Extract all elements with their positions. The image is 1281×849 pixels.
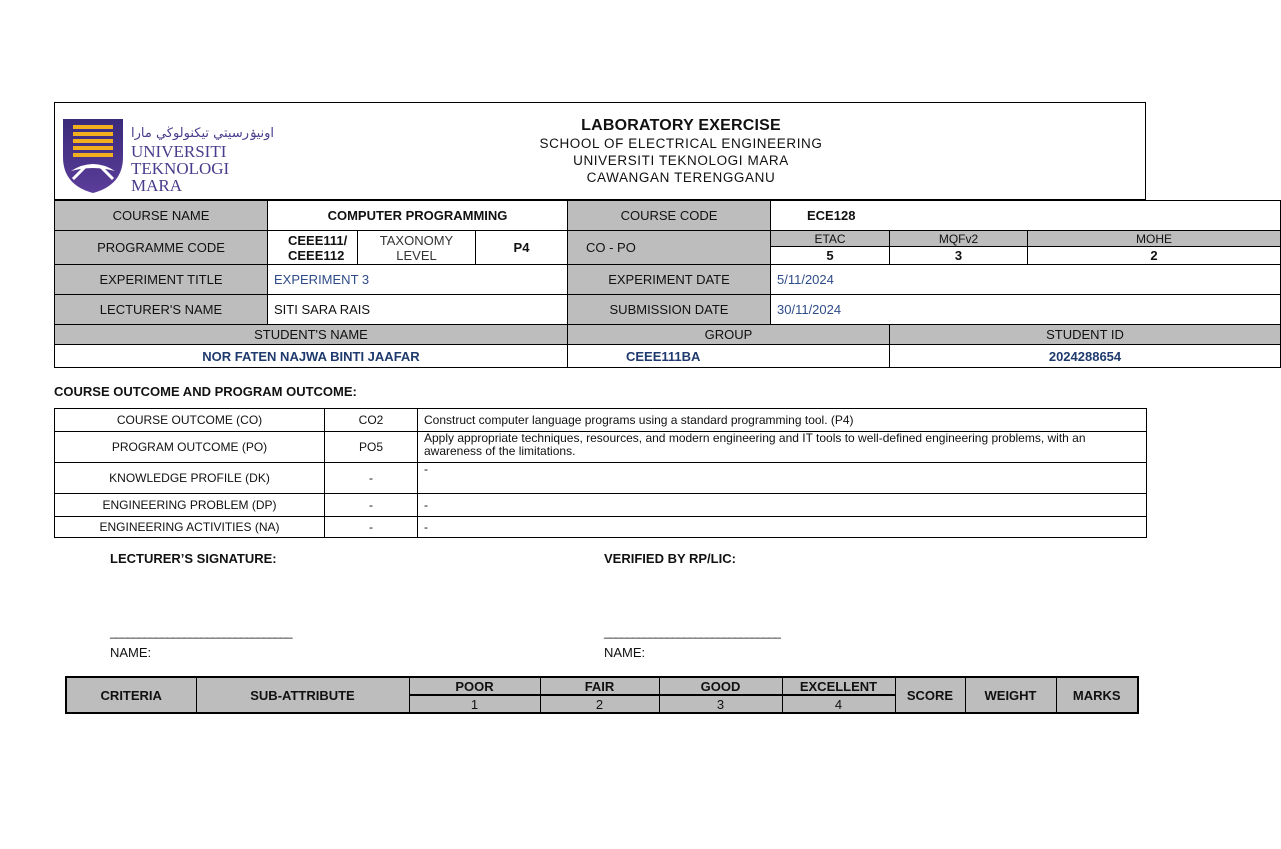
document-title: LABORATORY EXERCISE (581, 117, 781, 134)
svg-text:TEKNOLOGI: TEKNOLOGI (131, 159, 230, 178)
lecturer-name-value: SITI SARA RAIS (268, 295, 568, 325)
lecturer-name-field: NAME: (110, 645, 152, 660)
fair-score: 2 (540, 695, 659, 713)
student-name-value: NOR FATEN NAJWA BINTI JAAFAR (55, 345, 568, 368)
group-value: CEEE111BA (568, 345, 890, 368)
course-code-value: ECE128 (771, 201, 1281, 231)
table-row (66, 677, 1138, 695)
excellent-score: 4 (782, 695, 895, 713)
table-row (55, 494, 1147, 517)
good-header: GOOD (659, 677, 782, 695)
score-header: SCORE (895, 677, 965, 713)
svg-text:MARA: MARA (131, 176, 183, 195)
excellent-header: EXCELLENT (782, 677, 895, 695)
svg-text:اونيۏرسيتي تيكنولوڬي مارا: اونيۏرسيتي تيكنولوڬي مارا (131, 126, 275, 141)
experiment-date-label: EXPERIMENT DATE (568, 265, 771, 295)
outcome-code: CO2 (325, 409, 418, 432)
outcome-code: - (325, 494, 418, 517)
lecturer-name-label: LECTURER'S NAME (55, 295, 268, 325)
table-row (55, 463, 1147, 494)
course-name-label: COURSE NAME (55, 201, 268, 231)
good-score: 3 (659, 695, 782, 713)
verifier-name-field: NAME: (604, 645, 646, 660)
outcome-description: - (418, 517, 1147, 538)
weight-header: WEIGHT (965, 677, 1056, 713)
outcome-description: Apply appropriate techniques, resources, and modern engineering and IT tools to well-defined engineering problems, with an awareness of the limitations. (418, 432, 1147, 463)
marks-header: MARKS (1056, 677, 1138, 713)
school-name: SCHOOL OF ELECTRICAL ENGINEERING (539, 136, 823, 151)
outcome-heading: COURSE OUTCOME AND PROGRAM OUTCOME: (54, 384, 357, 399)
table-row (55, 231, 1281, 247)
group-label: GROUP (568, 325, 890, 345)
poor-score: 1 (409, 695, 540, 713)
taxonomy-value: P4 (476, 231, 568, 265)
programme-code-label: PROGRAMME CODE (55, 231, 268, 265)
lecturer-signature-label: LECTURER’S SIGNATURE: (110, 551, 277, 566)
criteria-header: CRITERIA (66, 677, 196, 713)
outcome-label: ENGINEERING PROBLEM (DP) (55, 494, 325, 517)
etac-label: ETAC (771, 231, 890, 247)
table-row (55, 295, 1281, 325)
verified-by-label: VERIFIED BY RP/LIC: (604, 551, 736, 566)
document-header (54, 102, 1146, 200)
sub-attribute-header: SUB-ATTRIBUTE (196, 677, 409, 713)
svg-text:UNIVERSITI: UNIVERSITI (131, 142, 227, 161)
programme-code-value: CEEE111/ CEEE112 (268, 231, 358, 265)
outcome-description: Construct computer language programs using a standard programming tool. (P4) (418, 409, 1147, 432)
mohe-label: MOHE (1028, 231, 1281, 247)
poor-header: POOR (409, 677, 540, 695)
experiment-title-value: EXPERIMENT 3 (268, 265, 568, 295)
fair-header: FAIR (540, 677, 659, 695)
outcome-table (54, 408, 1147, 538)
experiment-date-value: 5/11/2024 (771, 265, 1281, 295)
outcome-label: COURSE OUTCOME (CO) (55, 409, 325, 432)
lecturer-signature-line: ________________________________ (110, 625, 292, 639)
experiment-title-label: EXPERIMENT TITLE (55, 265, 268, 295)
header-titles (55, 117, 1147, 186)
mohe-value: 2 (1028, 247, 1281, 265)
outcome-code: - (325, 517, 418, 538)
submission-date-label: SUBMISSION DATE (568, 295, 771, 325)
mqf-label: MQFv2 (890, 231, 1028, 247)
course-info-table (54, 200, 1281, 368)
outcome-label: PROGRAM OUTCOME (PO) (55, 432, 325, 463)
taxonomy-label: TAXONOMY LEVEL (358, 231, 476, 265)
table-row (55, 409, 1147, 432)
table-row (55, 265, 1281, 295)
submission-date-value: 30/11/2024 (771, 295, 1281, 325)
campus-name: CAWANGAN TERENGGANU (586, 170, 776, 185)
university-name: UNIVERSITI TEKNOLOGI MARA (573, 153, 789, 168)
rubric-table (65, 676, 1139, 714)
table-row (55, 201, 1281, 231)
outcome-label: KNOWLEDGE PROFILE (DK) (55, 463, 325, 494)
copo-label: CO - PO (568, 231, 771, 265)
outcome-description: - (418, 494, 1147, 517)
course-code-label: COURSE CODE (568, 201, 771, 231)
mqf-value: 3 (890, 247, 1028, 265)
outcome-code: PO5 (325, 432, 418, 463)
table-row (55, 517, 1147, 538)
course-name-value: COMPUTER PROGRAMMING (268, 201, 568, 231)
etac-value: 5 (771, 247, 890, 265)
student-id-label: STUDENT ID (890, 325, 1281, 345)
table-row (55, 325, 1281, 345)
student-id-value: 2024288654 (890, 345, 1281, 368)
outcome-description: - (418, 463, 1147, 494)
table-row (55, 432, 1147, 463)
student-name-label: STUDENT'S NAME (55, 325, 568, 345)
table-row (55, 345, 1281, 368)
outcome-code: - (325, 463, 418, 494)
outcome-label: ENGINEERING ACTIVITIES (NA) (55, 517, 325, 538)
verifier-signature-line: _______________________________ (604, 625, 780, 639)
